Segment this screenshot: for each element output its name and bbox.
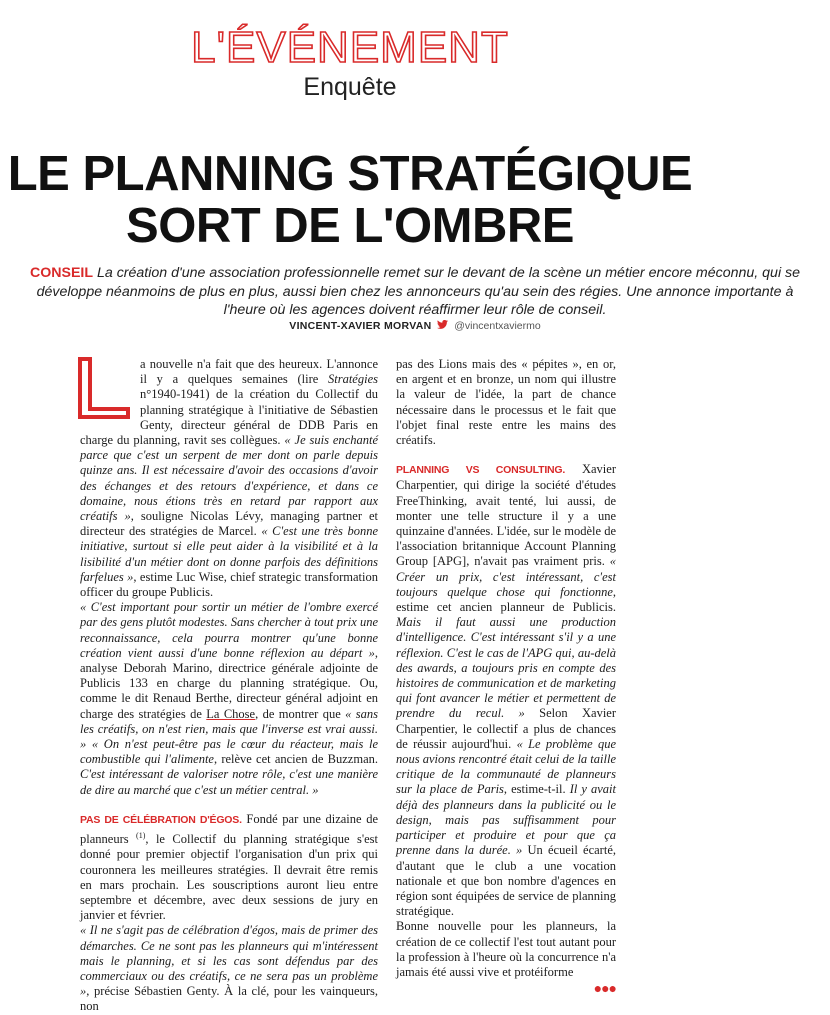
standfirst-text: La création d'une association professionnelle remet sur le devant de la scène un métier encore méconnu, qui se développe néanmoins de plus en plus, aussi bien chez les annonceurs qu'au sein des régies. Une annonce importante à l'heure où les agences doivent réaffirmer leur rôle de conseil. (36, 265, 801, 318)
byline (0, 320, 830, 332)
la-chose-link: La Chose (206, 706, 256, 721)
paragraph: pas des Lions mais des « pépites », en or, en argent et en bronze, un nom qui illustre la valeur de l'idée, la part de chance nécessaire dans le processus et le fait que l'objet final reste entre les mains des créatifs. (396, 357, 616, 448)
dropcap-L (78, 357, 132, 419)
paragraph: Bonne nouvelle pour les planneurs, la création de ce collectif l'est tout autant pour la profession à l'heure où la concurrence n'a jamais été aussi vive et protéiforme (396, 919, 616, 979)
article-column-2 (396, 357, 616, 997)
headline-line-1: LE PLANNING STRATÉGIQUE (7, 147, 693, 201)
end-of-article-mark: ●●● (593, 982, 616, 998)
section-rubric: L'ÉVÉNEMENT (191, 23, 509, 72)
twitter-bird-icon (437, 321, 451, 332)
standfirst-kicker: CONSEIL (29, 265, 94, 281)
headline-line-2: SORT DE L'OMBRE (126, 199, 574, 253)
paragraph: PAS DE CÉLÉBRATION D'ÉGOS. Fondé par une dizaine de planneurs $^{(1)}$, le Collectif du planning stratégique s'est donné pour premier objectif l'organisation d'un prix qui couronnera les meilleures stratégies. Il devrait être remis en mars prochain. Les souscriptions auront lieu entre septembre et décembre, avec deux sessions de jury en janvier et février. (80, 811, 378, 923)
subhead: PAS DE CÉLÉBRATION D'ÉGOS. (80, 813, 242, 826)
article-headline (0, 148, 700, 252)
byline-author: VINCENT-XAVIER MORVAN (289, 320, 432, 332)
section-subrubric: Enquête (303, 73, 397, 101)
paragraph: « C'est important pour sortir un métier de l'ombre exercé par des gens plutôt modestes. Sans chercher à tout prix une reconnaissance, cela pourra montrer qu'une bonne création vient aussi d'une bonne réflexion au départ », analyse Deborah Marino, directrice générale adjointe de Publicis 133 en charge du planning stratégique. Ou, comme le dit Renaud Berthe, directeur général adjoint en charge des stratégies de La Chose, de montrer que « sans les créatifs, on n'est rien, mais que l'inverse est vrai aussi. » « On n'est peut-être pas le cœur du réacteur, mais le combustible qui l'alimente, relève cet ancien de Buzzman. C'est intéressant de valoriser notre rôle, c'est une manière de dire au marché que c'est un métier central. » (80, 600, 378, 797)
paragraph: a nouvelle n'a fait que des heureux. L'annonce il y a quelques semaines (lire Stratégies n°1940-1941) de la création du Collectif du planning stratégique à l'initiative de Sébastien Genty, directeur général de DDB Paris en charge du planning, ravit ses collègues. « Je suis enchanté parce que c'est un serpent de mer dont on parle depuis quinze ans. Il est nécessaire d'avoir des occasions d'avoir des échanges et des retours d'expérience, et dans ce domaine, nous étions très en retard par rapport aux créatifs », souligne Nicolas Lévy, managing partner et directeur des stratégies de Marcel. « C'est une très bonne initiative, surtout si elle peut aider à la visibilité et à la lisibilité d'un métier dont on donne parfois des définitions farfelues », estime Luc Wise, chief strategic transformation officer du groupe Publicis. (80, 357, 378, 600)
paragraph: « Il ne s'agit pas de célébration d'égos, mais de primer des démarches. Ce ne sont pas les planneurs qui m'intéressent mais le planning, et si les cas sont défendus par des commerciaux ou des créatifs, ce ne sera pas un problème », précise Sébastien Genty. À la clé, pour les vainqueurs, non (80, 923, 378, 1014)
standfirst (14, 264, 816, 320)
article-column-1 (80, 357, 378, 1015)
subhead: PLANNING VS CONSULTING. (396, 464, 566, 477)
byline-handle: @vincentxaviermo (454, 320, 541, 332)
paragraph: PLANNING VS CONSULTING. Xavier Charpentier, qui dirige la société d'études FreeThinking, avait tenté, lui aussi, de monter une telle structure il y a une quinzaine d'années. L'idée, sur le modèle de l'association britannique Account Planning Group [APG], n'avait pas vraiment pris. « Créer un prix, c'est intéressant, c'est toujours quelque chose qui fonctionne, estime cet ancien planneur de Publicis. Mais il faut aussi une production d'intelligence. C'est intéressant s'il y a une réflexion. C'est le cas de l'APG qui, au-delà des awards, a toujours pris en compte des histoires de communication et de marketing qui font avancer le métier et permettent de prendre du recul. » Selon Xavier Charpentier, le collectif a plus de chances de réussir aujourd'hui. « Le problème que nous avions rencontré était celui de la taille critique de la communauté de planneurs sur la place de Paris, estime-t-il. Il y avait déjà des planneurs dans la publicité ou le design, mais pas suffisamment pour participer et produire et pour que ça prenne dans la durée. » Un écueil écarté, d'autant que le club a une vocation nationale et que bon nombre d'agences en région sont équipées de service de planning stratégique. (396, 462, 617, 919)
